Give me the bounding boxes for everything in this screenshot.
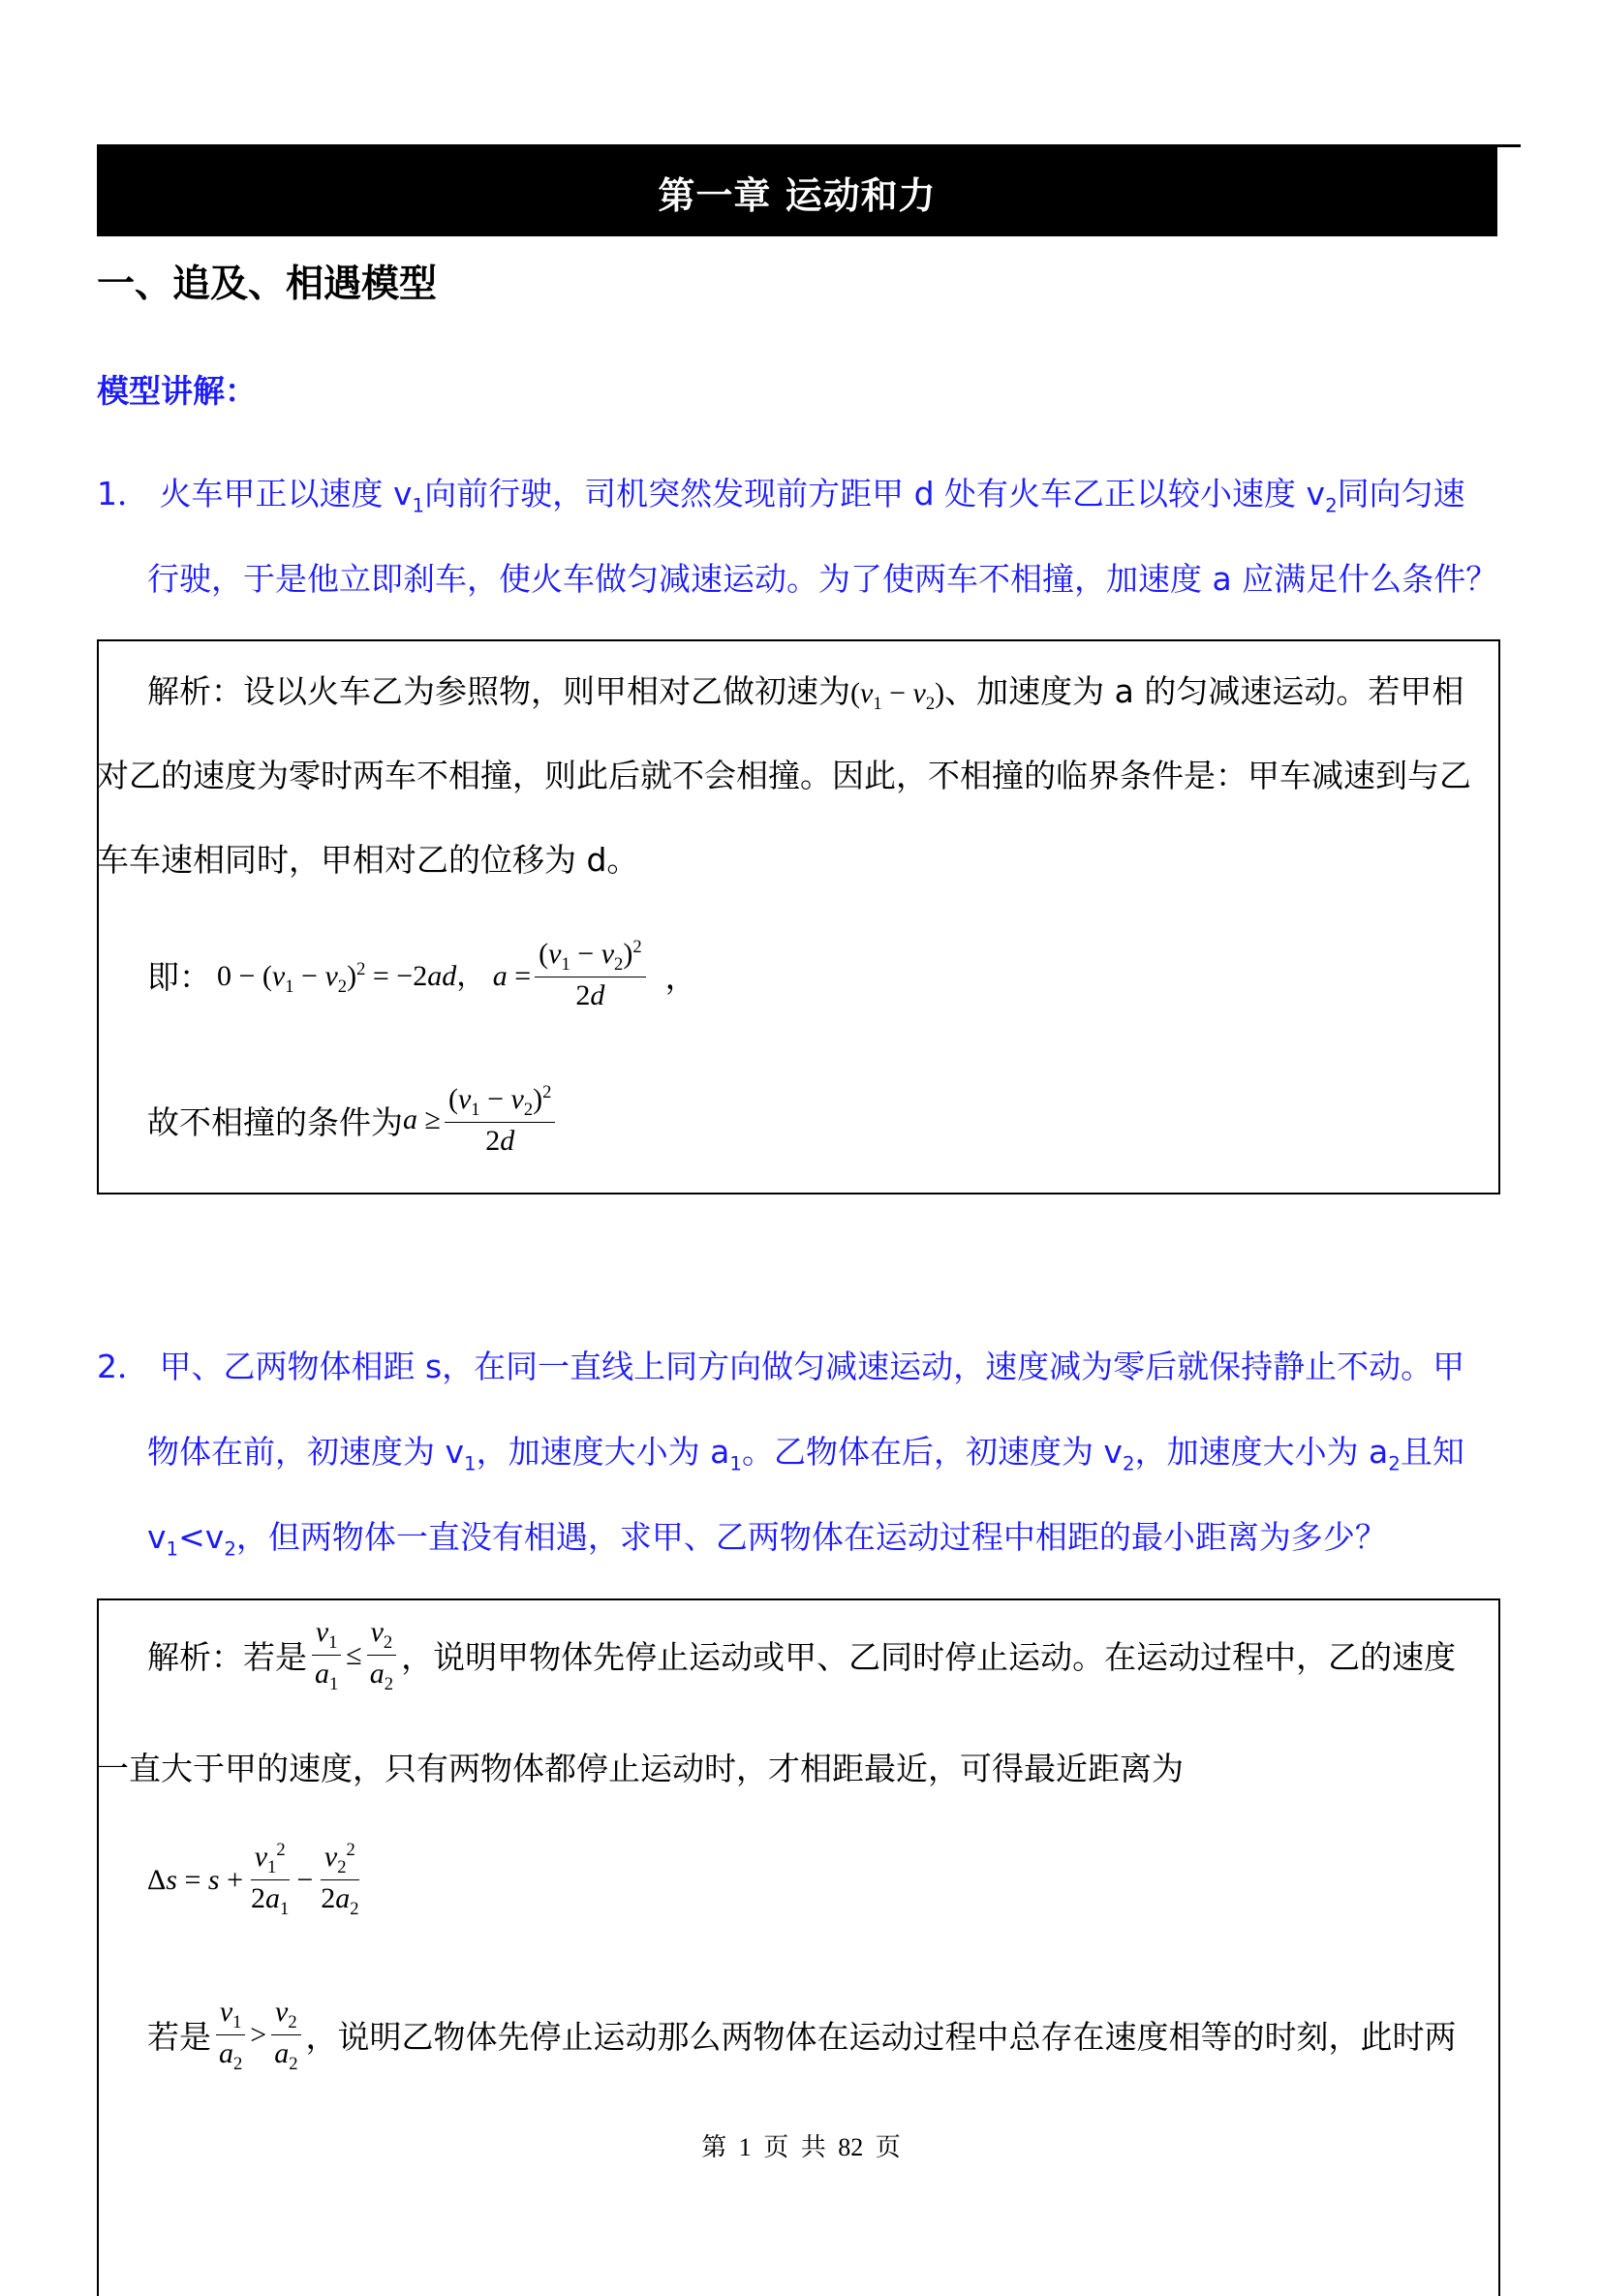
a1-text: 解析：设以火车乙为参照物，则甲相对乙做初速为 bbox=[147, 672, 850, 710]
question-1-line-2: 行驶，于是他立即刹车，使火车做匀减速运动。为了使两车不相撞，加速度 a 应满足什么条件？ bbox=[147, 560, 1498, 598]
equation-1: $0 - (v_1 - v_2)^2 = -2ad$， a = bbox=[217, 959, 532, 998]
sub: 1 bbox=[464, 1452, 477, 1475]
q1-text: 向前行驶，司机突然发现前方距甲 d 处有火车乙正以较小速度 v bbox=[424, 475, 1326, 512]
q1-text: 同向匀速 bbox=[1337, 475, 1465, 512]
answer-1-condition bbox=[147, 1083, 559, 1157]
eq-suffix: ， bbox=[664, 957, 697, 996]
fraction-v2-a2: $\frac{v_2}{a_2}$ bbox=[366, 1616, 397, 1695]
page-footer: 第 1 页 共 82 页 bbox=[701, 2133, 901, 2161]
a2-text: ，说明甲物体先停止运动或甲、乙同时停止运动。在运动过程中，乙的速度 bbox=[401, 1638, 1457, 1677]
sub: 1 bbox=[412, 494, 425, 517]
q2-text: ，加速度大小为 a bbox=[476, 1433, 730, 1471]
fraction-a: $\frac{(v_1 - v_2)^2}{2d}$ bbox=[535, 938, 645, 1011]
fraction-v1sq: $\frac{v_1^2}{2a_1}$ bbox=[251, 1840, 290, 1920]
fraction-v2-a2-b: $\frac{v_2}{a_2}$ bbox=[270, 1996, 301, 2075]
answer-1-line-1 bbox=[147, 667, 1463, 715]
question-2-line-1 bbox=[97, 1342, 1464, 1387]
eq-prefix: 即： bbox=[147, 957, 211, 996]
chapter-title: 第一章 运动和力 bbox=[97, 147, 1497, 236]
a2-text: ，说明乙物体先停止运动那么两物体在运动过程中总存在速度相等的时刻，此时两 bbox=[305, 2018, 1457, 2057]
answer-2-box bbox=[97, 1598, 1500, 2296]
rel-velocity-expr: $(v_1 - v_2)$ bbox=[850, 677, 945, 714]
q1-text: 火车甲正以速度 v bbox=[159, 475, 413, 512]
sub: 2 bbox=[1325, 494, 1338, 517]
a1-text: 、加速度为 a 的匀减速运动。若甲相 bbox=[944, 672, 1464, 710]
answer-2-line-1 bbox=[147, 1616, 1456, 1695]
delta-s-expr: Δs = s + bbox=[147, 1863, 244, 1896]
q2-text: 。乙物体在后，初速度为 v bbox=[741, 1433, 1123, 1471]
q2-text: 且知 bbox=[1400, 1433, 1464, 1471]
question-1-number: 1． bbox=[97, 475, 149, 512]
sub: 2 bbox=[1122, 1452, 1135, 1475]
gt-sign: > bbox=[250, 2018, 267, 2051]
question-2-line-3 bbox=[147, 1512, 1387, 1561]
minus-sign: − bbox=[296, 1863, 314, 1896]
a2-text: 若是 bbox=[147, 2018, 211, 2057]
condition-ineq: a ≥ bbox=[403, 1103, 441, 1136]
question-2-number: 2． bbox=[97, 1348, 149, 1385]
leq-sign: ≤ bbox=[346, 1638, 362, 1671]
a2-text: 解析：若是 bbox=[147, 1638, 307, 1677]
answer-2-line-4 bbox=[147, 1996, 1457, 2075]
q2-text: ，但两物体一直没有相遇，求甲、乙两物体在运动过程中相距的最小距离为多少？ bbox=[235, 1518, 1387, 1556]
section-heading: 一、追及、相遇模型 bbox=[97, 263, 438, 306]
fraction-v2sq: $\frac{v_2^2}{2a_2}$ bbox=[321, 1840, 359, 1920]
answer-1-equation bbox=[147, 938, 697, 1011]
sub: 1 bbox=[166, 1537, 179, 1561]
sub: 2 bbox=[1388, 1452, 1401, 1475]
q2-text: 甲、乙两物体相距 s，在同一直线上同方向做匀减速运动，速度减为零后就保持静止不动。甲 bbox=[159, 1348, 1465, 1385]
answer-1-line-3: 车车速相同时，甲相对乙的位移为 d。 bbox=[97, 841, 639, 879]
answer-2-distance-formula bbox=[147, 1841, 367, 1920]
condition-prefix: 故不相撞的条件为 bbox=[147, 1102, 403, 1141]
q2-text: <v bbox=[178, 1518, 225, 1556]
question-2-line-2 bbox=[147, 1427, 1464, 1475]
fraction-v1-a2: $\frac{v_1}{a_2}$ bbox=[215, 1996, 246, 2075]
q2-text: 物体在前，初速度为 v bbox=[147, 1433, 465, 1471]
fraction-v1-a1: $\frac{v_1}{a_1}$ bbox=[311, 1616, 342, 1695]
q2-text: v bbox=[147, 1518, 167, 1556]
model-label: 模型讲解： bbox=[97, 372, 257, 410]
fraction-condition: $\frac{(v_1 - v_2)^2}{2d}$ bbox=[445, 1083, 555, 1157]
answer-1-line-2: 对乙的速度为零时两车不相撞，则此后就不会相撞。因此，不相撞的临界条件是：甲车减速到与乙 bbox=[97, 757, 1471, 794]
question-1-line-1 bbox=[97, 469, 1465, 517]
q2-text: ，加速度大小为 a bbox=[1134, 1433, 1389, 1471]
sub: 2 bbox=[224, 1537, 236, 1561]
answer-2-line-2: 一直大于甲的速度，只有两物体都停止运动时，才相距最近，可得最近距离为 bbox=[97, 1750, 1184, 1787]
sub: 1 bbox=[729, 1452, 742, 1475]
